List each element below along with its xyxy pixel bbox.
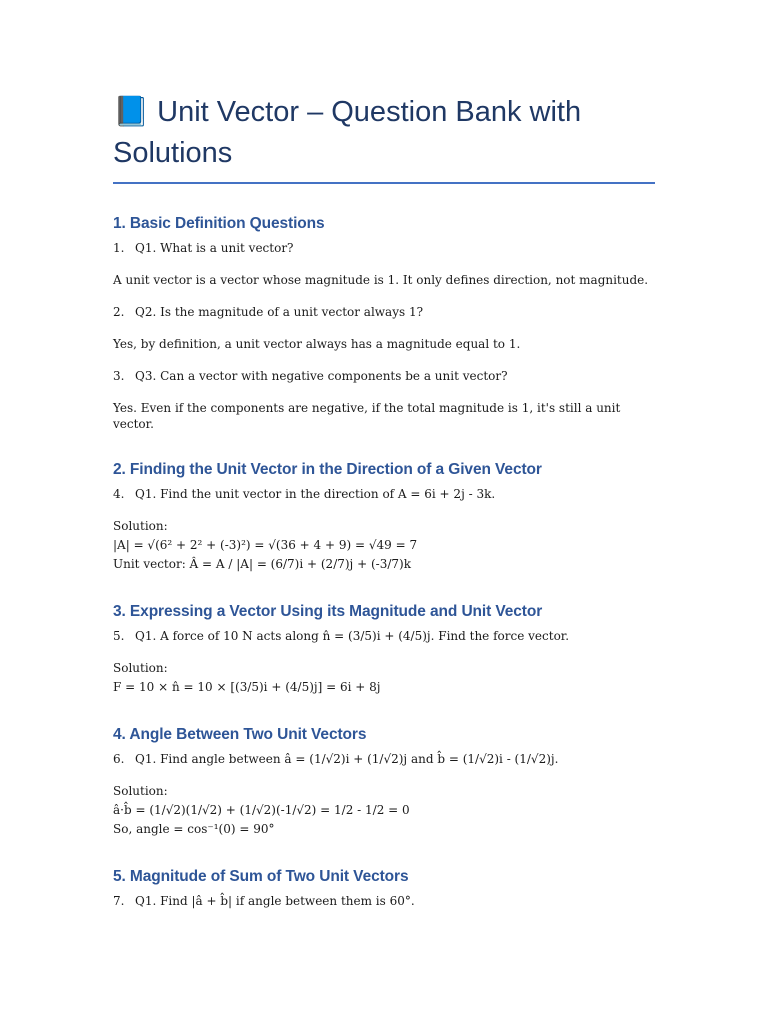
section-heading: 4. Angle Between Two Unit Vectors (113, 726, 367, 743)
question-item (113, 628, 655, 644)
section-angle-between (113, 725, 655, 839)
question-number: 7. (113, 894, 125, 908)
solution-label: Solution: (113, 661, 168, 675)
section-heading: 2. Finding the Unit Vector in the Direction of a Given Vector (113, 461, 542, 478)
question-text: Q1. Find the unit vector in the direction of A = 6i + 2j - 3k. (135, 487, 496, 501)
question-item (113, 893, 655, 909)
solution-block (113, 517, 655, 574)
question-text: Q1. What is a unit vector? (135, 241, 294, 255)
question-number: 3. (113, 369, 125, 383)
solution-label: Solution: (113, 519, 168, 533)
question-text: Q2. Is the magnitude of a unit vector always 1? (135, 305, 424, 319)
section-finding-unit-vector (113, 460, 655, 574)
solution-block (113, 782, 655, 839)
question-number: 6. (113, 752, 125, 766)
question-text: Q3. Can a vector with negative components be a unit vector? (135, 369, 508, 383)
document-page (113, 92, 655, 909)
question-item (113, 486, 655, 502)
question-text: Q1. A force of 10 N acts along n̂ = (3/5)i + (4/5)j. Find the force vector. (135, 629, 570, 643)
question-text: Q1. Find |â + b̂| if angle between them is 60°. (135, 894, 415, 908)
document-title: 📘 Unit Vector – Question Bank with Solutions (113, 92, 655, 184)
question-number: 4. (113, 487, 125, 501)
question-item (113, 368, 655, 384)
section-basic-definitions (113, 214, 655, 432)
solution-line: F = 10 × n̂ = 10 × [(3/5)i + (4/5)j] = 6i + 8j (113, 680, 381, 694)
solution-line: â·b̂ = (1/√2)(1/√2) + (1/√2)(-1/√2) = 1/2 - 1/2 = 0 (113, 803, 410, 817)
solution-block (113, 659, 655, 697)
question-item (113, 240, 655, 256)
answer-text: Yes. Even if the components are negative, if the total magnitude is 1, it's still a unit vector. (113, 401, 621, 431)
question-number: 1. (113, 241, 125, 255)
section-heading: 1. Basic Definition Questions (113, 215, 325, 232)
section-heading: 5. Magnitude of Sum of Two Unit Vectors (113, 868, 409, 885)
section-magnitude-sum (113, 867, 655, 909)
solution-label: Solution: (113, 784, 168, 798)
solution-line: Unit vector: Â = A / |A| = (6/7)i + (2/7)j + (-3/7)k (113, 557, 411, 571)
question-number: 2. (113, 305, 125, 319)
question-text: Q1. Find angle between â = (1/√2)i + (1/√2)j and b̂ = (1/√2)i - (1/√2)j. (135, 752, 559, 766)
question-item (113, 751, 655, 767)
question-item (113, 304, 655, 320)
solution-line: |A| = √(6² + 2² + (-3)²) = √(36 + 4 + 9) = √49 = 7 (113, 538, 418, 552)
question-number: 5. (113, 629, 125, 643)
section-heading: 3. Expressing a Vector Using its Magnitude and Unit Vector (113, 603, 543, 620)
section-expressing-vector (113, 602, 655, 697)
answer-text: A unit vector is a vector whose magnitude is 1. It only defines direction, not magnitude. (113, 273, 649, 287)
solution-line: So, angle = cos⁻¹(0) = 90° (113, 822, 275, 836)
answer-text: Yes, by definition, a unit vector always has a magnitude equal to 1. (113, 337, 521, 351)
